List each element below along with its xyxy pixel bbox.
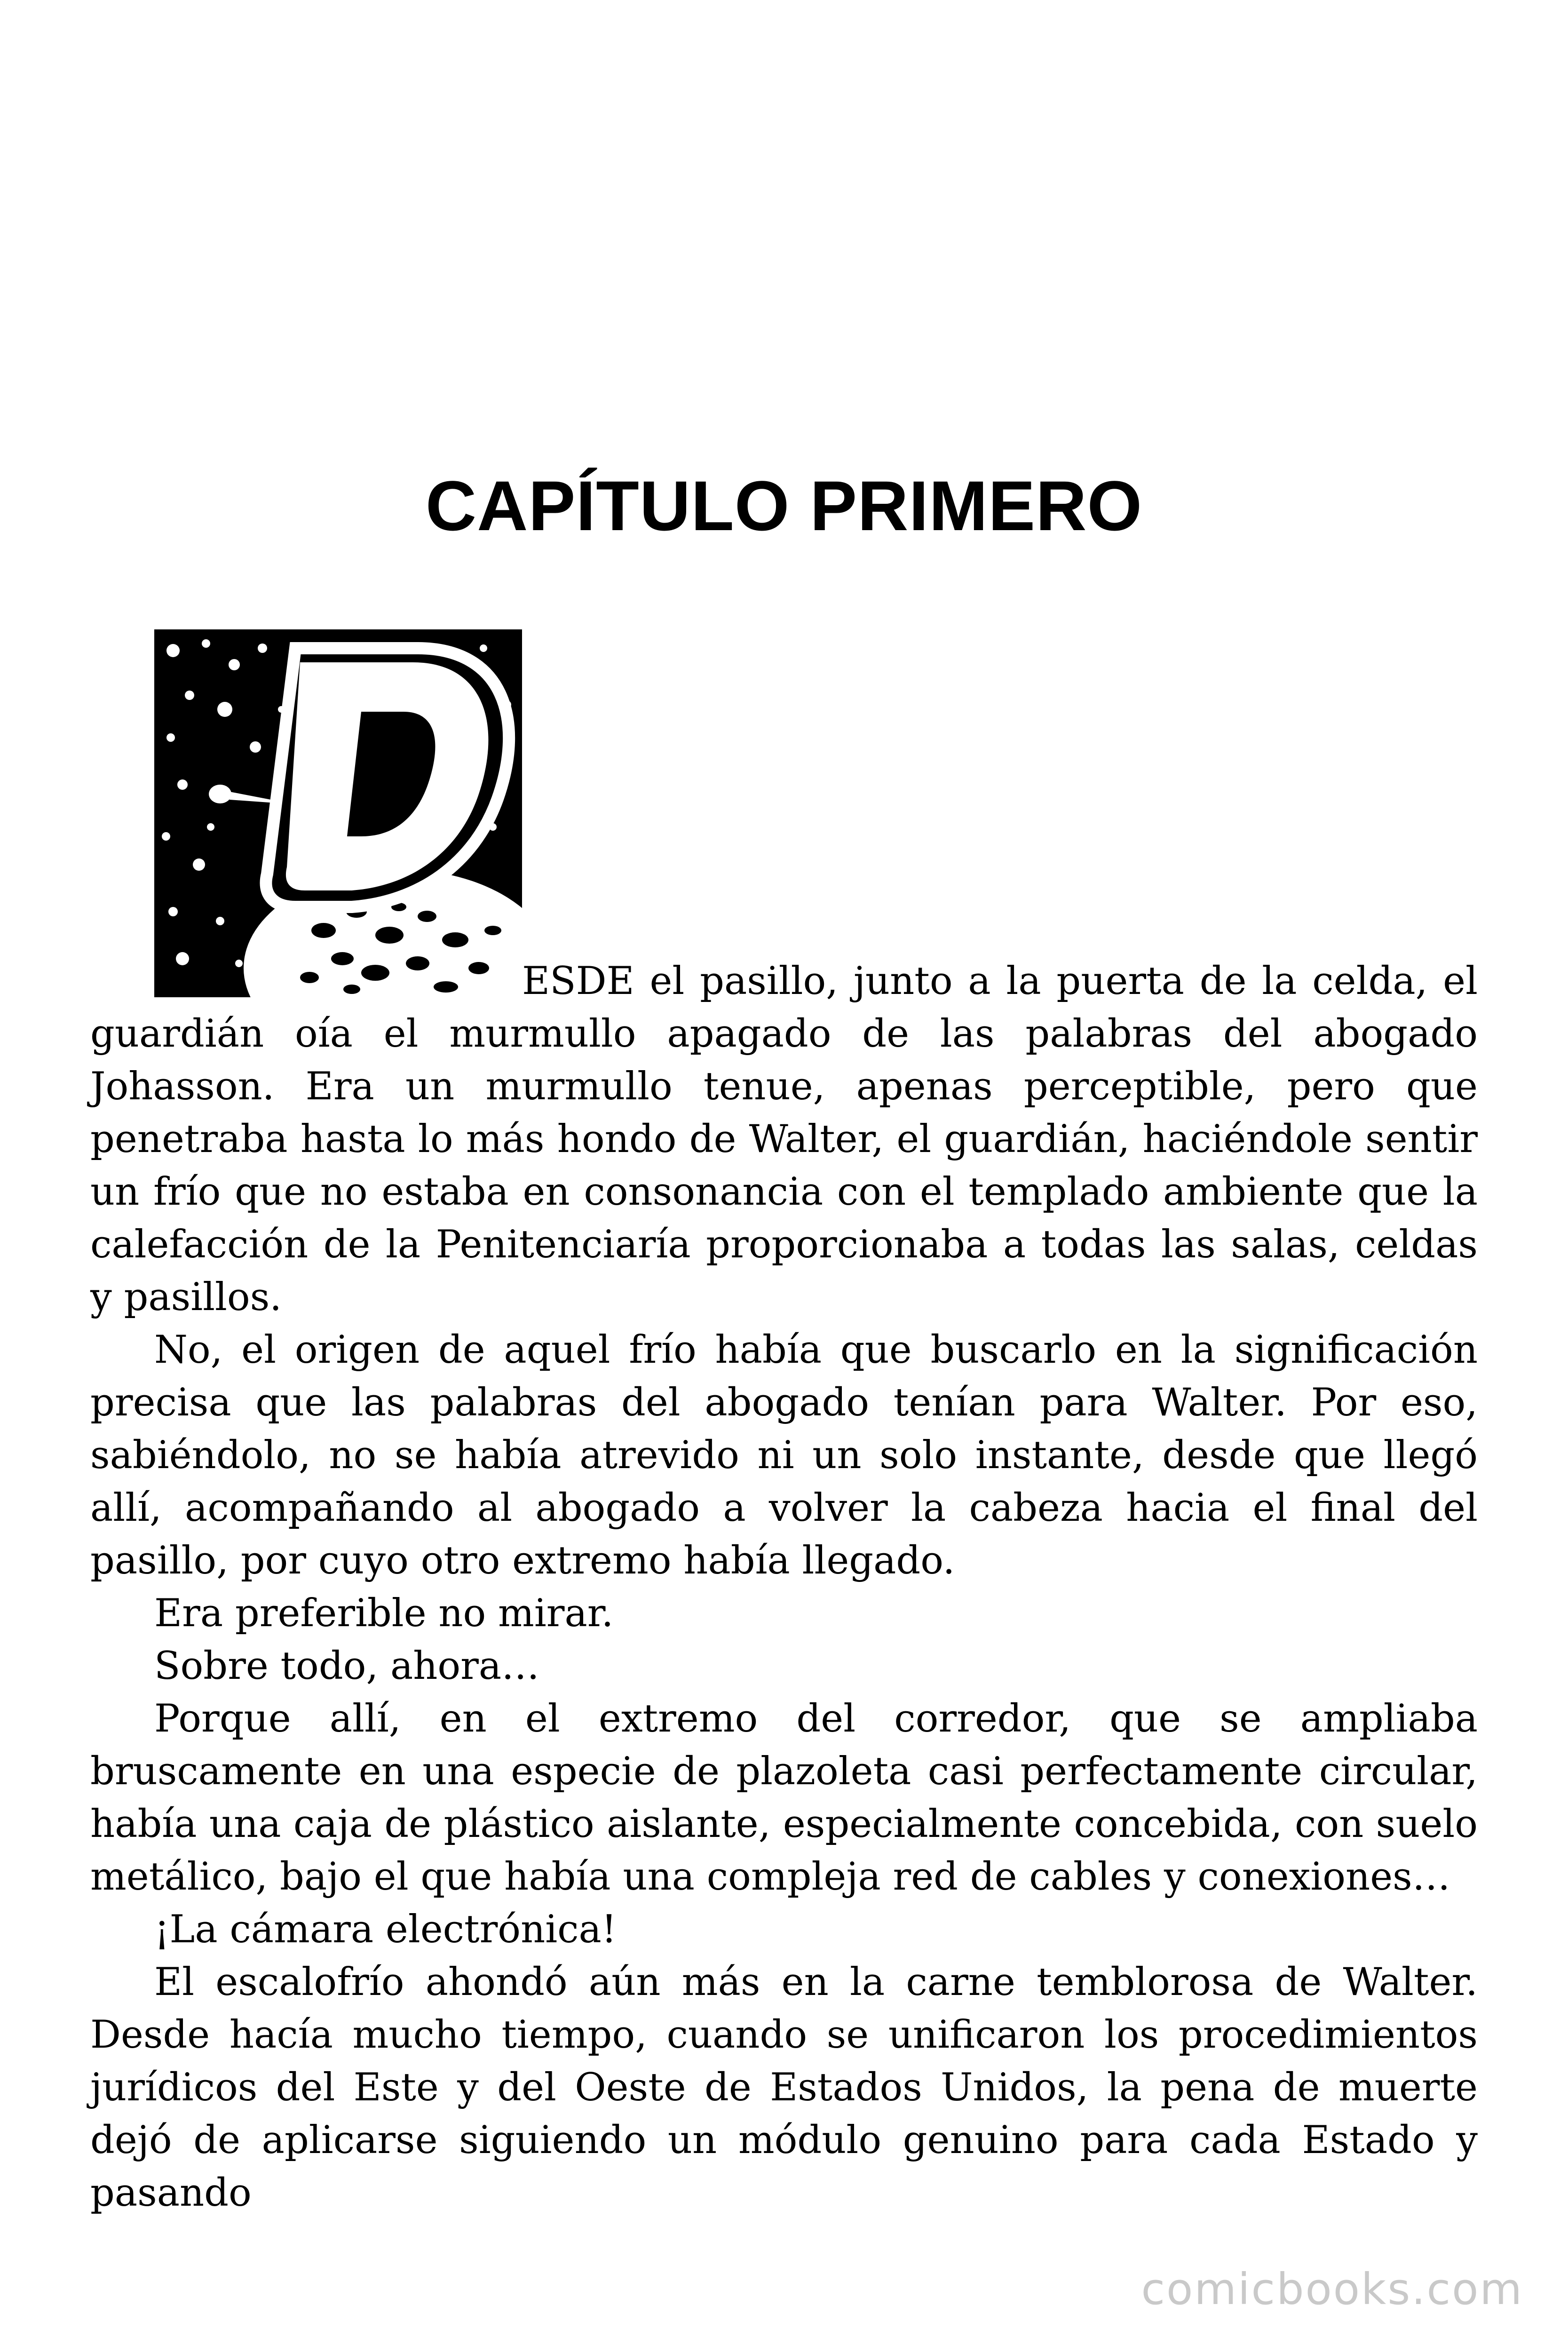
paragraph-first-rest: guardián oía el murmullo apagado de las palabras del abogado Johasson. Era un murmullo tenue, apenas perceptible, pero que penetraba hasta lo más hondo de Walter, el guardián, haciéndole sentir un frío que no estaba en consonancia con el templado ambiente que la calefacción de la Penitenciaría proporcionaba a todas las salas, celdas y pasillos. — [90, 1012, 1478, 1319]
paragraph: No, el origen de aquel frío había que buscarlo en la significación precisa que las palabras del abogado tenían para Walter. Por eso, sabiéndolo, no se había atrevido ni un solo instante, desde que llegó allí, acompañando al abogado a volver la cabeza hacia el final del pasillo, por cuyo otro extremo había llegado. — [90, 1328, 1478, 1583]
paragraph: El escalofrío ahondó aún más en la carne temblorosa de Walter. Desde hacía mucho tiempo, cuando se unificaron los procedimientos jurídicos del Este y del Oeste de Estados Unidos, la pena de muerte dejó de aplicarse siguiendo un módulo genuino para cada Estado y pasando — [90, 1960, 1478, 2215]
paragraph: Era preferible no mirar. — [154, 1591, 614, 1636]
paragraph: Sobre todo, ahora… — [154, 1644, 540, 1688]
watermark: comicbooks.com — [1141, 2264, 1523, 2314]
dropcap-illustration — [154, 629, 522, 997]
chapter-title: CAPÍTULO PRIMERO — [425, 466, 1143, 545]
first-line: ESDE el pasillo, junto a la puerta de la celda, el — [522, 959, 1478, 1003]
paragraph: Porque allí, en el extremo del corredor, que se ampliaba bruscamente en una especie de plazoleta casi perfectamente circular, había una caja de plástico aislante, especialmente concebida, con suelo metálico, bajo el que había una compleja red de cables y conexiones… — [90, 1697, 1478, 1899]
paragraph: ¡La cámara electrónica! — [154, 1907, 617, 1952]
paragraph-first — [90, 955, 1478, 1008]
dropcap-d-icon — [154, 629, 522, 997]
chapter-body — [90, 955, 1478, 2219]
